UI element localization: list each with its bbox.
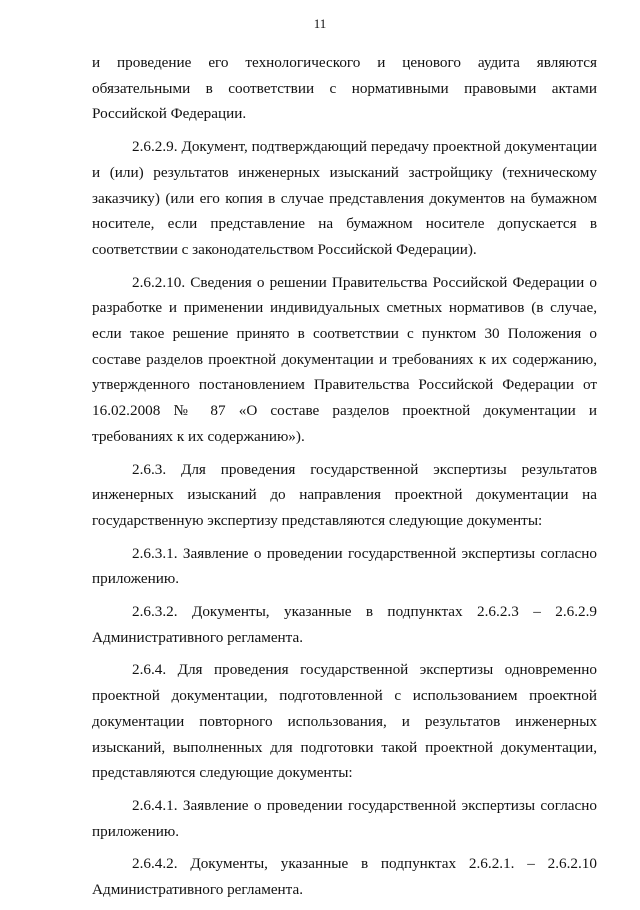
paragraph-continuation: и проведение его технологического и ценового аудита являются обязательными в соответствии с нормативными правовыми актами Российской Федерации.: [92, 54, 597, 123]
paragraph-2-6-2-10: 2.6.2.10. Сведения о решении Правительства Российской Федерации о разработке и применении индивидуальных сметных нормативов (в случае, если такое решение принято в соответствии с пунктом 30 Положения о составе разделов проектной документации и требованиях к их содержанию, утвержденного постановлением Правительства Российской Федерации от 16.02.2008 № 87 «О составе разделов проектной документации и требованиях к их содержанию»).: [92, 273, 597, 445]
document-body: [92, 50, 597, 910]
page-number: 11: [313, 16, 327, 31]
paragraph-2-6-4: 2.6.4. Для проведения государственной экспертизы одновременно проектной документации, подготовленной с использованием проектной документации повторного использования, и результатов инженерных изысканий, выполненных для подготовки такой проектной документации, представляются следующие документы:: [92, 661, 597, 782]
paragraph-2-6-4-2: 2.6.4.2. Документы, указанные в подпунктах 2.6.2.1. – 2.6.2.10 Административного регламента.: [92, 855, 597, 899]
paragraph-2-6-2-9: 2.6.2.9. Документ, подтверждающий передачу проектной документации и (или) результатов инженерных изысканий застройщику (техническому заказчику) (или его копия в случае представления документов на бумажном носителе, если представление на бумажном носителе допускается в соответствии с законодательством Российской Федерации).: [92, 138, 597, 258]
paragraph-2-6-4-1: 2.6.4.1. Заявление о проведении государственной экспертизы согласно приложению.: [92, 796, 597, 840]
paragraph-2-6-3-1: 2.6.3.1. Заявление о проведении государственной экспертизы согласно приложению.: [92, 544, 597, 588]
paragraph-2-6-3: 2.6.3. Для проведения государственной экспертизы результатов инженерных изысканий до направления проектной документации на государственную экспертизу представляются следующие документы:: [92, 460, 597, 529]
paragraph-2-6-3-2: 2.6.3.2. Документы, указанные в подпунктах 2.6.2.3 – 2.6.2.9 Административного регламента.: [92, 603, 597, 646]
